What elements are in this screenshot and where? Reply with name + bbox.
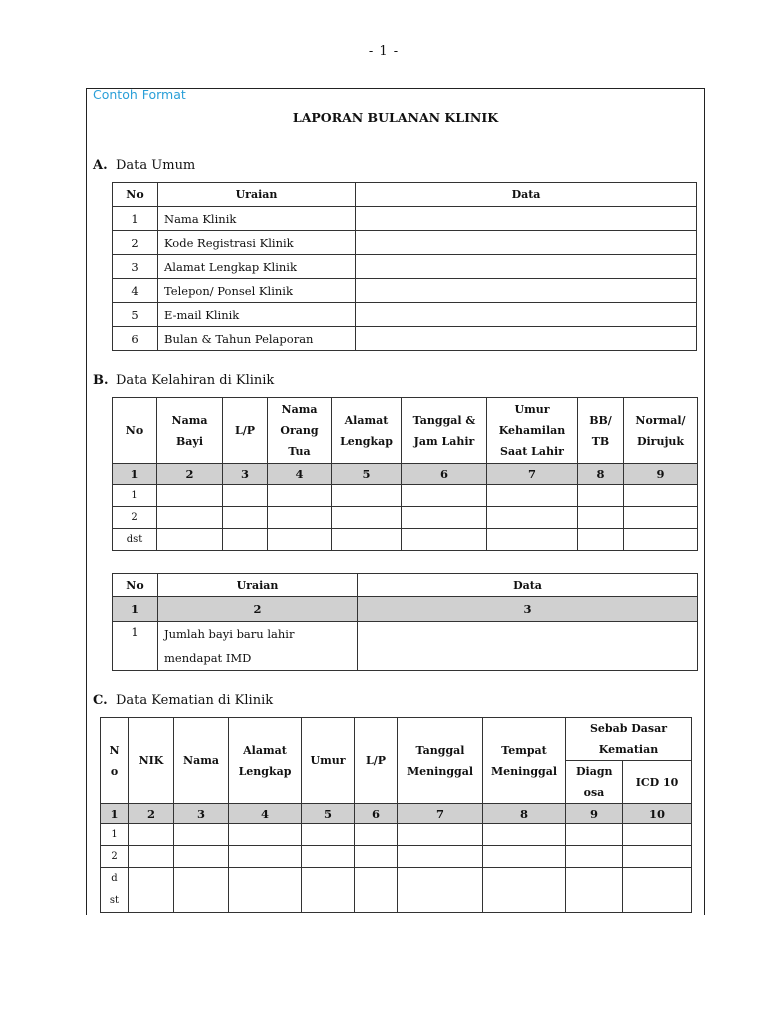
row-no: 2: [113, 231, 158, 255]
table-row: [101, 868, 692, 913]
column-number: 4: [268, 464, 332, 485]
row-no: 3: [113, 255, 158, 279]
row-uraian: E-mail Klinik: [158, 303, 356, 327]
empty-cell[interactable]: [487, 485, 578, 507]
empty-cell[interactable]: [566, 846, 623, 868]
empty-cell[interactable]: [302, 824, 355, 846]
col-header-umur: Umur: [302, 718, 355, 804]
empty-cell[interactable]: [129, 868, 174, 913]
col-header-umur-kehamilan: Umur Kehamilan Saat Lahir: [487, 398, 578, 464]
col-header-alamat: Alamat Lengkap: [229, 718, 302, 804]
empty-cell[interactable]: [355, 824, 398, 846]
empty-cell[interactable]: [578, 507, 624, 529]
row-no: 1: [113, 622, 158, 671]
col-header-no: N o: [101, 718, 129, 804]
empty-cell[interactable]: [229, 846, 302, 868]
row-no: 1: [101, 824, 129, 846]
column-number: 7: [487, 464, 578, 485]
section-c-heading: [93, 693, 273, 708]
column-number: 1: [101, 804, 129, 824]
row-data-cell[interactable]: [358, 622, 698, 671]
col-header-uraian: Uraian: [158, 574, 358, 597]
col-header-nama-bayi: Nama Bayi: [157, 398, 223, 464]
empty-cell[interactable]: [623, 868, 692, 913]
row-data-cell[interactable]: [356, 255, 697, 279]
col-header-data: Data: [358, 574, 698, 597]
empty-cell[interactable]: [302, 868, 355, 913]
column-number: 1: [113, 597, 158, 622]
empty-cell[interactable]: [398, 846, 483, 868]
empty-cell[interactable]: [624, 507, 698, 529]
empty-cell[interactable]: [355, 868, 398, 913]
section-a-title: Data Umum: [116, 158, 196, 173]
empty-cell[interactable]: [578, 529, 624, 551]
column-number: 10: [623, 804, 692, 824]
row-no: 4: [113, 279, 158, 303]
report-title: LAPORAN BULANAN KLINIK: [292, 110, 499, 125]
column-number: 6: [355, 804, 398, 824]
column-number: 2: [129, 804, 174, 824]
row-data-cell[interactable]: [356, 279, 697, 303]
column-number: 2: [158, 597, 358, 622]
death-data-table: [100, 717, 692, 913]
empty-cell[interactable]: [483, 824, 566, 846]
col-header-lp: L/P: [223, 398, 268, 464]
table-row: [101, 824, 692, 846]
column-number: 2: [157, 464, 223, 485]
row-uraian: Bulan & Tahun Pelaporan: [158, 327, 356, 351]
empty-cell[interactable]: [402, 485, 487, 507]
empty-cell[interactable]: [129, 824, 174, 846]
empty-cell[interactable]: [229, 824, 302, 846]
empty-cell[interactable]: [268, 529, 332, 551]
empty-cell[interactable]: [223, 529, 268, 551]
col-header-tanggal-jam: Tanggal & Jam Lahir: [402, 398, 487, 464]
empty-cell[interactable]: [624, 529, 698, 551]
col-header-nik: NIK: [129, 718, 174, 804]
column-number: 3: [223, 464, 268, 485]
column-number: 5: [332, 464, 402, 485]
empty-cell[interactable]: [157, 529, 223, 551]
imd-table: [112, 573, 698, 671]
empty-cell[interactable]: [332, 507, 402, 529]
general-data-table: [112, 182, 697, 351]
table-row: [113, 529, 698, 551]
column-number: 6: [402, 464, 487, 485]
row-uraian: Telepon/ Ponsel Klinik: [158, 279, 356, 303]
col-header-bb-tb: BB/ TB: [578, 398, 624, 464]
row-data-cell[interactable]: [356, 207, 697, 231]
empty-cell[interactable]: [157, 507, 223, 529]
empty-cell[interactable]: [332, 485, 402, 507]
empty-cell[interactable]: [624, 485, 698, 507]
empty-cell[interactable]: [487, 529, 578, 551]
col-header-lp: L/P: [355, 718, 398, 804]
row-no: 5: [113, 303, 158, 327]
section-c-letter: C.: [93, 693, 108, 708]
section-b-heading: [93, 373, 274, 388]
column-number: 3: [358, 597, 698, 622]
section-a-heading: [93, 158, 195, 173]
row-data-cell[interactable]: [356, 303, 697, 327]
col-header-no: No: [113, 398, 157, 464]
table-row: [113, 485, 698, 507]
table-row: [101, 846, 692, 868]
birth-data-table: [112, 397, 698, 551]
col-header-nama-orang-tua: Nama Orang Tua: [268, 398, 332, 464]
col-header-nama: Nama: [174, 718, 229, 804]
col-header-normal-dirujuk: Normal/ Dirujuk: [624, 398, 698, 464]
numbering-row: [113, 464, 698, 485]
table-row: [113, 255, 697, 279]
empty-cell[interactable]: [578, 485, 624, 507]
col-header-tempat-meninggal: Tempat Meninggal: [483, 718, 566, 804]
empty-cell[interactable]: [483, 868, 566, 913]
empty-cell[interactable]: [223, 507, 268, 529]
empty-cell[interactable]: [268, 507, 332, 529]
row-no: 2: [101, 846, 129, 868]
row-uraian: Kode Registrasi Klinik: [158, 231, 356, 255]
format-label: Contoh Format: [93, 87, 186, 102]
col-header-sebab-dasar: Sebab Dasar Kematian: [566, 718, 692, 761]
col-header-uraian: Uraian: [158, 183, 356, 207]
empty-cell[interactable]: [229, 868, 302, 913]
section-b-title: Data Kelahiran di Klinik: [116, 373, 275, 388]
row-no: 1: [113, 485, 157, 507]
column-number: 8: [578, 464, 624, 485]
column-number: 1: [113, 464, 157, 485]
empty-cell[interactable]: [129, 846, 174, 868]
table-row: [113, 303, 697, 327]
empty-cell[interactable]: [355, 846, 398, 868]
empty-cell[interactable]: [157, 485, 223, 507]
row-data-cell[interactable]: [356, 327, 697, 351]
empty-cell[interactable]: [332, 529, 402, 551]
empty-cell[interactable]: [174, 868, 229, 913]
row-no: 2: [113, 507, 157, 529]
section-b-letter: B.: [93, 373, 109, 388]
col-header-data: Data: [356, 183, 697, 207]
col-header-no: No: [113, 183, 158, 207]
row-uraian: Nama Klinik: [158, 207, 356, 231]
row-no: dst: [113, 529, 157, 551]
section-a-letter: A.: [93, 158, 108, 173]
empty-cell[interactable]: [268, 485, 332, 507]
empty-cell[interactable]: [487, 507, 578, 529]
empty-cell[interactable]: [623, 846, 692, 868]
table-row: [113, 231, 697, 255]
empty-cell[interactable]: [566, 824, 623, 846]
column-number: 9: [624, 464, 698, 485]
col-header-no: No: [113, 574, 158, 597]
empty-cell[interactable]: [623, 824, 692, 846]
empty-cell[interactable]: [398, 824, 483, 846]
column-number: 8: [483, 804, 566, 824]
page-number: - 1 -: [368, 44, 400, 59]
empty-cell[interactable]: [174, 846, 229, 868]
row-data-cell[interactable]: [356, 231, 697, 255]
col-header-alamat: Alamat Lengkap: [332, 398, 402, 464]
col-header-tanggal-meninggal: Tanggal Meninggal: [398, 718, 483, 804]
numbering-row: [101, 804, 692, 824]
empty-cell[interactable]: [302, 846, 355, 868]
table-row: [113, 622, 698, 671]
empty-cell[interactable]: [398, 868, 483, 913]
row-uraian: Jumlah bayi baru lahir mendapat IMD: [158, 622, 358, 671]
column-number: 4: [229, 804, 302, 824]
row-uraian: Alamat Lengkap Klinik: [158, 255, 356, 279]
empty-cell[interactable]: [402, 507, 487, 529]
column-number: 9: [566, 804, 623, 824]
empty-cell[interactable]: [566, 868, 623, 913]
table-row: [113, 507, 698, 529]
table-row: [113, 327, 697, 351]
empty-cell[interactable]: [483, 846, 566, 868]
col-header-icd10: ICD 10: [623, 761, 692, 804]
table-row: [113, 207, 697, 231]
col-header-diagnosa: Diagn osa: [566, 761, 623, 804]
table-row: [113, 279, 697, 303]
empty-cell[interactable]: [402, 529, 487, 551]
numbering-row: [113, 597, 698, 622]
section-c-title: Data Kematian di Klinik: [116, 693, 274, 708]
empty-cell[interactable]: [223, 485, 268, 507]
row-no: 1: [113, 207, 158, 231]
row-no: 6: [113, 327, 158, 351]
column-number: 5: [302, 804, 355, 824]
row-no: d st: [101, 868, 129, 913]
column-number: 3: [174, 804, 229, 824]
column-number: 7: [398, 804, 483, 824]
empty-cell[interactable]: [174, 824, 229, 846]
